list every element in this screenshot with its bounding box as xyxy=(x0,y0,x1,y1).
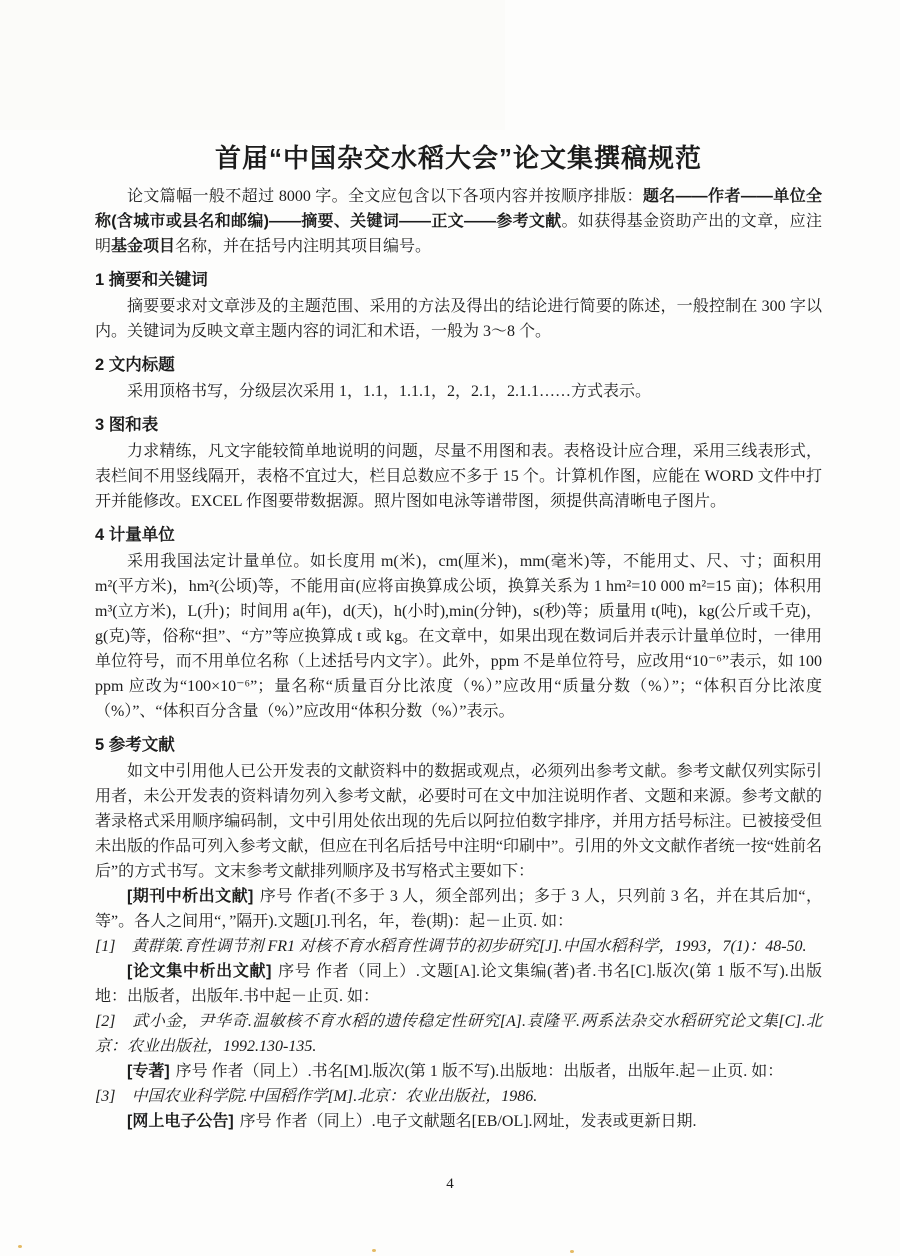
section-heading: 1 摘要和关键词 xyxy=(95,271,208,289)
reference-format-label: [网上电子公告] xyxy=(127,1113,234,1130)
section-body: 如文中引用他人已公开发表的文献资料中的数据或观点，必须列出参考文献。参考文献仅列实际引用者，未公开发表的资料请勿列入参考文献，必要时可在文中加注说明作者、文题和来源。参考文献的著录格式采用顺序编码制，文中引用处依出现的先后以阿拉伯数字排序，并用方括号标注。已被接受但未出版的作品可列入参考文献，但应在刊名后括号中注明“印刷中”。引用的外文文献作者统一按“姓前名后”的方式书写。文末参考文献排列顺序及书写格式主要如下： xyxy=(95,763,822,880)
reference-example-3: [3] 中国农业科学院.中国稻作学[M].北京：农业出版社，1986. xyxy=(95,1088,538,1105)
page-title: 首届“中国杂交水稻大会”论文集撰稿规范 xyxy=(214,143,702,173)
scan-artifact-shade xyxy=(0,0,505,130)
section-heading: 4 计量单位 xyxy=(95,526,175,544)
section-body: 采用我国法定计量单位。如长度用 m(米)，cm(厘米)，mm(毫米)等，不能用丈、尺、寸；面积用 m²(平方米)，hm²(公顷)等，不能用亩(应将亩换算成公顷，换算关系为 1 hm²=10 000 m²=15 亩)；体积用 m³(立方米)，L(升)；时间用 a(年)，d(天)，h(小时),min(分钟)，s(秒)等；质量用 t(吨)，kg(公斤或千克)，g(克)等，俗称“担”、“方”等应换算成 t 或 kg。在文章中，如果出现在数词后并表示计量单位时，一律用单位符号，而不用单位名称（上述括号内文字）。此外，ppm 不是单位符号，应改用“10⁻⁶”表示，如 100 ppm 应改为“100×10⁻⁶”；量名称“质量百分比浓度（%）”应改用“质量分数（%）”；“体积百分比浓度（%）”、“体积百分含量（%）”应改用“体积分数（%）”表示。 xyxy=(95,553,822,720)
page-number: 4 xyxy=(446,1176,454,1192)
reference-format-monograph xyxy=(95,1059,822,1084)
section-references xyxy=(95,734,822,1134)
section-figures-tables xyxy=(95,414,822,514)
section-body: 摘要要求对文章涉及的主题范围、采用的方法及得出的结论进行简要的陈述，一般控制在 300 字以内。关键词为反映文章主题内容的词汇和术语，一般为 3～8 个。 xyxy=(95,298,822,340)
section-abstract-keywords xyxy=(95,269,822,344)
reference-format-rule: 序号 作者(不多于 3 人，须全部列出；多于 3 人，只列前 3 名，并在其后加“，等”。各人之间用“，”隔开).文题[J].刊名，年，卷(期)：起－止页. 如： xyxy=(95,888,822,930)
reference-format-proceedings xyxy=(95,959,822,1009)
intro-paragraph xyxy=(95,184,822,259)
reference-format-rule: 序号 作者（同上）.书名[M].版次(第 1 版不写).出版地：出版者，出版年.起－止页. 如： xyxy=(175,1063,784,1080)
section-heading: 3 图和表 xyxy=(95,416,159,434)
scan-speck xyxy=(18,1245,22,1248)
intro-structure-bold: 题名——作者——单位全称(含城市或县名和邮编)——摘要、关键词——正文——参考文献 xyxy=(95,188,822,230)
scan-speck xyxy=(570,1250,574,1253)
reference-example-1: [1] 黄群策.育性调节剂 FR1 对核不育水稻育性调节的初步研究[J].中国水稻科学，1993，7(1)：48-50. xyxy=(95,938,807,955)
section-body: 力求精练，凡文字能较简单地说明的问题，尽量不用图和表。表格设计应合理，采用三线表形式，表栏间不用竖线隔开，表格不宜过大，栏目总数应不多于 15 个。计算机作图，应能在 WORD 文件中打开并能修改。EXCEL 作图要带数据源。照片图如电泳等谱带图，须提供高清晰电子图片。 xyxy=(95,443,822,510)
scan-speck xyxy=(372,1249,376,1252)
section-body: 采用顶格书写，分级层次采用 1，1.1，1.1.1，2，2.1，2.1.1……方式表示。 xyxy=(127,383,652,400)
reference-format-rule: 序号 作者（同上）.文题[A].论文集编(著)者.书名[C].版次(第 1 版不写).出版地：出版者，出版年.书中起－止页. 如： xyxy=(95,963,822,1005)
reference-format-rule: 序号 作者（同上）.电子文献题名[EB/OL].网址，发表或更新日期. xyxy=(239,1113,697,1130)
section-heading: 5 参考文献 xyxy=(95,736,175,754)
intro-text-2: 。如获得基金资助产出的文章，应注明 xyxy=(95,213,822,255)
reference-format-label: [论文集中析出文献] xyxy=(127,963,272,980)
reference-format-label: [专著] xyxy=(127,1063,170,1080)
reference-format-label: [期刊中析出文献] xyxy=(127,888,254,905)
reference-format-journal xyxy=(95,884,822,934)
section-measurement-units xyxy=(95,524,822,724)
intro-text-3: 名称，并在括号内注明其项目编号。 xyxy=(175,238,432,255)
section-inline-headings xyxy=(95,354,822,404)
reference-example-2: [2] 武小金，尹华奇.温敏核不育水稻的遗传稳定性研究[A].袁隆平.两系法杂交水稻研究论文集[C].北京：农业出版社，1992.130-135. xyxy=(95,1013,822,1055)
section-heading: 2 文内标题 xyxy=(95,356,175,374)
reference-format-online xyxy=(95,1109,822,1134)
intro-fund-bold: 基金项目 xyxy=(111,238,176,255)
intro-text-1: 论文篇幅一般不超过 8000 字。全文应包含以下各项内容并按顺序排版： xyxy=(127,188,643,205)
